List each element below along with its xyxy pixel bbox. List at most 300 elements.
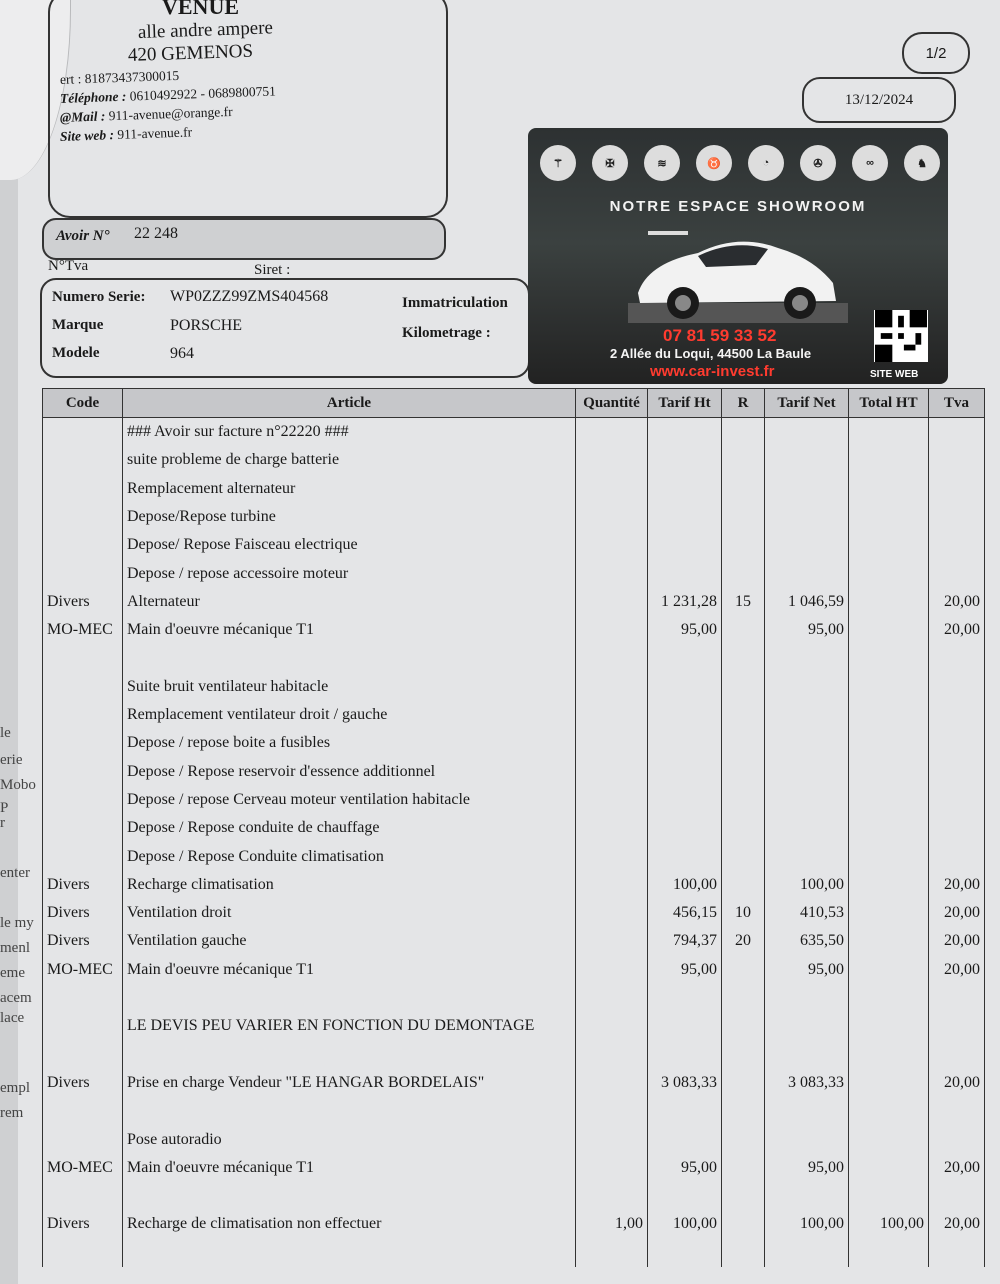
vat-cell: 20,00	[929, 1154, 985, 1182]
page-number: 1/2	[902, 32, 970, 74]
net-price-cell	[765, 1041, 849, 1069]
vat-cell	[929, 475, 985, 503]
table-row	[43, 559, 985, 587]
vat-cell: 20,00	[929, 616, 985, 644]
net-price-cell: 100,00	[765, 871, 849, 899]
article-cell: Ventilation droit	[123, 899, 576, 927]
quantity-cell	[576, 616, 648, 644]
article-cell	[123, 984, 576, 1012]
table-row	[43, 984, 985, 1012]
unit-price-cell	[648, 559, 722, 587]
vat-cell	[929, 1012, 985, 1040]
article-cell	[123, 1182, 576, 1210]
header-unit-price: Tarif Ht	[648, 389, 722, 418]
table-row	[43, 531, 985, 559]
quantity-cell	[576, 1097, 648, 1125]
total-cell: 100,00	[849, 1210, 929, 1238]
aston-martin-logo: ≋	[644, 145, 680, 181]
total-cell	[849, 1069, 929, 1097]
mercedes-logo: ✇	[800, 145, 836, 181]
showroom-advert	[528, 128, 948, 384]
table-header-row	[43, 389, 985, 418]
vat-number-label: N°Tva	[48, 258, 89, 274]
net-price-cell	[765, 786, 849, 814]
quantity-cell	[576, 503, 648, 531]
discount-cell	[722, 418, 765, 447]
discount-cell	[722, 673, 765, 701]
net-price-cell	[765, 842, 849, 870]
article-cell: Remplacement ventilateur droit / gauche	[123, 701, 576, 729]
quantity-cell	[576, 673, 648, 701]
article-cell	[123, 644, 576, 672]
vat-cell	[929, 786, 985, 814]
unit-price-cell	[648, 1125, 722, 1153]
total-cell	[849, 956, 929, 984]
total-cell	[849, 1041, 929, 1069]
code-cell: MO-MEC	[43, 956, 123, 984]
table-row	[43, 1097, 985, 1125]
code-cell	[43, 814, 123, 842]
vat-cell: 20,00	[929, 1069, 985, 1097]
table-row	[43, 446, 985, 474]
table-row	[43, 729, 985, 757]
net-price-cell: 100,00	[765, 1210, 849, 1238]
unit-price-cell	[648, 842, 722, 870]
net-price-cell: 95,00	[765, 956, 849, 984]
table-row	[43, 1239, 985, 1267]
serial-value: WP0ZZZ99ZMS404568	[170, 288, 329, 305]
total-cell	[849, 673, 929, 701]
code-cell	[43, 1239, 123, 1267]
unit-price-cell	[648, 1041, 722, 1069]
quantity-cell	[576, 899, 648, 927]
article-cell: Recharge climatisation	[123, 871, 576, 899]
table-row	[43, 1125, 985, 1153]
unit-price-cell	[648, 644, 722, 672]
discount-cell	[722, 956, 765, 984]
header-vat: Tva	[929, 389, 985, 418]
net-price-cell: 3 083,33	[765, 1069, 849, 1097]
net-price-cell: 635,50	[765, 927, 849, 955]
vat-cell	[929, 644, 985, 672]
header-article: Article	[123, 389, 576, 418]
code-cell: MO-MEC	[43, 616, 123, 644]
table-row	[43, 418, 985, 447]
code-cell	[43, 418, 123, 447]
unit-price-cell	[648, 418, 722, 447]
code-cell	[43, 1182, 123, 1210]
total-cell	[849, 899, 929, 927]
discount-cell	[722, 559, 765, 587]
discount-cell	[722, 503, 765, 531]
net-price-cell	[765, 559, 849, 587]
vat-cell	[929, 418, 985, 447]
net-price-cell: 1 046,59	[765, 588, 849, 616]
net-price-cell	[765, 729, 849, 757]
vat-cell: 20,00	[929, 1210, 985, 1238]
table-row	[43, 644, 985, 672]
total-cell	[849, 701, 929, 729]
quantity-cell	[576, 588, 648, 616]
company-phone: Téléphone : 0610492922 - 0689800751	[59, 83, 277, 106]
quantity-cell	[576, 1125, 648, 1153]
net-price-cell	[765, 1182, 849, 1210]
advert-phone: 07 81 59 33 52	[663, 326, 777, 345]
table-row	[43, 1182, 985, 1210]
discount-cell	[722, 758, 765, 786]
unit-price-cell: 95,00	[648, 1154, 722, 1182]
code-cell: Divers	[43, 871, 123, 899]
discount-cell	[722, 871, 765, 899]
article-cell: suite probleme de charge batterie	[123, 446, 576, 474]
code-cell	[43, 503, 123, 531]
discount-cell	[722, 729, 765, 757]
total-cell	[849, 1097, 929, 1125]
code-cell: Divers	[43, 899, 123, 927]
quantity-cell	[576, 871, 648, 899]
discount-cell	[722, 475, 765, 503]
siret-label: Siret :	[254, 262, 291, 278]
invoice-lines-table	[42, 388, 985, 1267]
unit-price-cell	[648, 814, 722, 842]
table-row	[43, 927, 985, 955]
net-price-cell	[765, 503, 849, 531]
discount-cell	[722, 1239, 765, 1267]
table-row	[43, 503, 985, 531]
discount-cell: 10	[722, 899, 765, 927]
underlying-page-text: rem	[0, 1105, 24, 1121]
net-price-cell	[765, 446, 849, 474]
net-price-cell	[765, 1125, 849, 1153]
article-cell: Alternateur	[123, 588, 576, 616]
article-cell	[123, 1097, 576, 1125]
code-cell	[43, 842, 123, 870]
credit-note-number: 22 248	[134, 225, 178, 242]
code-cell	[43, 446, 123, 474]
header-code: Code	[43, 389, 123, 418]
net-price-cell: 95,00	[765, 616, 849, 644]
article-cell: Depose / repose Cerveau moteur ventilation habitacle	[123, 786, 576, 814]
article-cell: Depose/Repose turbine	[123, 503, 576, 531]
article-cell: Main d'oeuvre mécanique T1	[123, 1154, 576, 1182]
vat-cell	[929, 758, 985, 786]
total-cell	[849, 814, 929, 842]
table-row	[43, 758, 985, 786]
underlying-page-text: enter	[0, 865, 30, 881]
article-cell: Depose / repose boite a fusibles	[123, 729, 576, 757]
underlying-page-text: erie	[0, 752, 23, 768]
net-price-cell	[765, 701, 849, 729]
table-row	[43, 588, 985, 616]
advert-address: 2 Allée du Loqui, 44500 La Baule	[610, 346, 812, 361]
unit-price-cell: 95,00	[648, 616, 722, 644]
discount-cell	[722, 616, 765, 644]
brand-value: PORSCHE	[170, 317, 243, 334]
quantity-cell	[576, 446, 648, 474]
discount-cell	[722, 531, 765, 559]
quantity-cell	[576, 956, 648, 984]
company-website: Site web : 911-avenue.fr	[59, 124, 193, 144]
unit-price-cell	[648, 1012, 722, 1040]
quantity-cell	[576, 786, 648, 814]
discount-cell	[722, 1210, 765, 1238]
total-cell	[849, 984, 929, 1012]
underlying-page-text: r	[0, 815, 5, 831]
unit-price-cell: 100,00	[648, 1210, 722, 1238]
total-cell	[849, 559, 929, 587]
article-cell: Depose / repose accessoire moteur	[123, 559, 576, 587]
model-value: 964	[170, 345, 194, 362]
code-cell	[43, 729, 123, 757]
vat-cell: 20,00	[929, 899, 985, 927]
discount-cell	[722, 644, 765, 672]
vat-cell	[929, 446, 985, 474]
discount-cell	[722, 814, 765, 842]
vat-cell: 20,00	[929, 927, 985, 955]
unit-price-cell	[648, 503, 722, 531]
quantity-cell	[576, 418, 648, 447]
unit-price-cell	[648, 786, 722, 814]
quantity-cell	[576, 927, 648, 955]
code-cell	[43, 531, 123, 559]
quantity-cell	[576, 1041, 648, 1069]
code-cell	[43, 786, 123, 814]
registration-label: Immatriculation	[402, 295, 508, 311]
unit-price-cell	[648, 1182, 722, 1210]
brand-logos-row	[540, 138, 940, 188]
unit-price-cell	[648, 673, 722, 701]
quantity-cell	[576, 701, 648, 729]
discount-cell	[722, 446, 765, 474]
total-cell	[849, 786, 929, 814]
unit-price-cell: 794,37	[648, 927, 722, 955]
discount-cell	[722, 1012, 765, 1040]
code-cell	[43, 673, 123, 701]
quantity-cell	[576, 475, 648, 503]
unit-price-cell	[648, 1097, 722, 1125]
total-cell	[849, 418, 929, 447]
article-cell: LE DEVIS PEU VARIER EN FONCTION DU DEMONTAGE	[123, 1012, 576, 1040]
code-cell	[43, 559, 123, 587]
header-quantity: Quantité	[576, 389, 648, 418]
net-price-cell	[765, 475, 849, 503]
header-total: Total HT	[849, 389, 929, 418]
table-row	[43, 899, 985, 927]
underlying-page-text: le my	[0, 915, 34, 931]
total-cell	[849, 1012, 929, 1040]
vat-cell: 20,00	[929, 956, 985, 984]
lamborghini-logo: ♉	[696, 145, 732, 181]
quantity-cell	[576, 1239, 648, 1267]
audi-logo: ∞	[852, 145, 888, 181]
article-cell: Pose autoradio	[123, 1125, 576, 1153]
total-cell	[849, 758, 929, 786]
table-row	[43, 1154, 985, 1182]
total-cell	[849, 446, 929, 474]
article-cell: Depose / Repose conduite de chauffage	[123, 814, 576, 842]
article-cell	[123, 1239, 576, 1267]
article-cell: Remplacement alternateur	[123, 475, 576, 503]
vat-cell	[929, 503, 985, 531]
vat-cell: 20,00	[929, 588, 985, 616]
net-price-cell	[765, 984, 849, 1012]
net-price-cell: 410,53	[765, 899, 849, 927]
vat-cell	[929, 1182, 985, 1210]
total-cell	[849, 871, 929, 899]
unit-price-cell	[648, 446, 722, 474]
unit-price-cell: 1 231,28	[648, 588, 722, 616]
total-cell	[849, 644, 929, 672]
code-cell	[43, 1012, 123, 1040]
credit-note-label: Avoir N°	[56, 228, 110, 244]
table-row	[43, 1069, 985, 1097]
total-cell	[849, 503, 929, 531]
bmw-logo: ◔	[748, 145, 784, 181]
white-porsche-car-image	[628, 223, 848, 323]
quantity-cell	[576, 842, 648, 870]
vat-cell	[929, 842, 985, 870]
article-cell	[123, 1041, 576, 1069]
table-row	[43, 616, 985, 644]
vat-cell: 20,00	[929, 871, 985, 899]
unit-price-cell	[648, 531, 722, 559]
code-cell	[43, 984, 123, 1012]
net-price-cell: 95,00	[765, 1154, 849, 1182]
discount-cell	[722, 786, 765, 814]
vat-cell	[929, 1041, 985, 1069]
code-cell	[43, 1125, 123, 1153]
code-cell	[43, 701, 123, 729]
quantity-cell	[576, 984, 648, 1012]
total-cell	[849, 475, 929, 503]
porsche-logo: ✠	[592, 145, 628, 181]
company-city: 420 GEMENOS	[127, 40, 254, 66]
mileage-label: Kilometrage :	[402, 325, 491, 341]
article-cell: Recharge de climatisation non effectuer	[123, 1210, 576, 1238]
company-siret: ert : 81873437300015	[59, 67, 180, 87]
net-price-cell	[765, 644, 849, 672]
model-label: Modele	[52, 345, 100, 361]
unit-price-cell: 456,15	[648, 899, 722, 927]
advert-title: NOTRE ESPACE SHOWROOM	[609, 198, 867, 215]
discount-cell	[722, 701, 765, 729]
table-row	[43, 701, 985, 729]
underlying-page-text: eme	[0, 965, 25, 981]
vat-cell	[929, 984, 985, 1012]
code-cell	[43, 1041, 123, 1069]
site-web-label: SITE WEB	[870, 369, 919, 380]
article-cell: Prise en charge Vendeur "LE HANGAR BORDELAIS"	[123, 1069, 576, 1097]
vat-cell	[929, 673, 985, 701]
net-price-cell	[765, 418, 849, 447]
code-cell	[43, 475, 123, 503]
table-row	[43, 786, 985, 814]
total-cell	[849, 729, 929, 757]
header-discount: R	[722, 389, 765, 418]
net-price-cell	[765, 1097, 849, 1125]
code-cell: MO-MEC	[43, 1154, 123, 1182]
quantity-cell: 1,00	[576, 1210, 648, 1238]
unit-price-cell	[648, 984, 722, 1012]
unit-price-cell	[648, 701, 722, 729]
article-cell: Ventilation gauche	[123, 927, 576, 955]
vat-cell	[929, 1125, 985, 1153]
quantity-cell	[576, 559, 648, 587]
article-cell: Suite bruit ventilateur habitacle	[123, 673, 576, 701]
quantity-cell	[576, 729, 648, 757]
table-row	[43, 673, 985, 701]
underlying-page-text: le	[0, 725, 11, 741]
unit-price-cell	[648, 475, 722, 503]
net-price-cell	[765, 673, 849, 701]
unit-price-cell: 100,00	[648, 871, 722, 899]
underlying-page-text: acem	[0, 990, 32, 1006]
serial-label: Numero Serie:	[52, 289, 146, 305]
vat-cell	[929, 729, 985, 757]
maserati-logo: ⚚	[540, 145, 576, 181]
discount-cell	[722, 1097, 765, 1125]
brand-label: Marque	[52, 317, 104, 333]
discount-cell: 15	[722, 588, 765, 616]
quantity-cell	[576, 814, 648, 842]
table-row	[43, 871, 985, 899]
discount-cell: 20	[722, 927, 765, 955]
vehicle-info-box	[40, 278, 530, 378]
ferrari-logo: ♞	[904, 145, 940, 181]
article-cell: Main d'oeuvre mécanique T1	[123, 616, 576, 644]
net-price-cell	[765, 1012, 849, 1040]
code-cell: Divers	[43, 927, 123, 955]
discount-cell	[722, 1182, 765, 1210]
quantity-cell	[576, 758, 648, 786]
code-cell: Divers	[43, 588, 123, 616]
underlying-page-text: Mobo	[0, 777, 36, 793]
table-row	[43, 1012, 985, 1040]
underlying-page-text: P	[0, 800, 9, 816]
code-cell	[43, 1097, 123, 1125]
discount-cell	[722, 1069, 765, 1097]
unit-price-cell	[648, 1239, 722, 1267]
vat-cell	[929, 701, 985, 729]
discount-cell	[722, 842, 765, 870]
quantity-cell	[576, 1154, 648, 1182]
company-street: alle andre ampere	[137, 17, 274, 43]
article-cell: Main d'oeuvre mécanique T1	[123, 956, 576, 984]
table-row	[43, 1041, 985, 1069]
total-cell	[849, 1125, 929, 1153]
discount-cell	[722, 1125, 765, 1153]
table-row	[43, 956, 985, 984]
total-cell	[849, 1182, 929, 1210]
article-cell: ### Avoir sur facture n°22220 ###	[123, 418, 576, 447]
vat-cell	[929, 531, 985, 559]
quantity-cell	[576, 1069, 648, 1097]
table-row	[43, 475, 985, 503]
advert-url: www.car-invest.fr	[650, 363, 775, 380]
code-cell: Divers	[43, 1069, 123, 1097]
net-price-cell	[765, 758, 849, 786]
quantity-cell	[576, 531, 648, 559]
vat-cell	[929, 559, 985, 587]
vat-cell	[929, 1239, 985, 1267]
article-cell: Depose/ Repose Faisceau electrique	[123, 531, 576, 559]
company-name: VENUE	[162, 0, 240, 19]
vat-cell	[929, 814, 985, 842]
header-net-price: Tarif Net	[765, 389, 849, 418]
unit-price-cell	[648, 729, 722, 757]
article-cell: Depose / Repose Conduite climatisation	[123, 842, 576, 870]
net-price-cell	[765, 814, 849, 842]
